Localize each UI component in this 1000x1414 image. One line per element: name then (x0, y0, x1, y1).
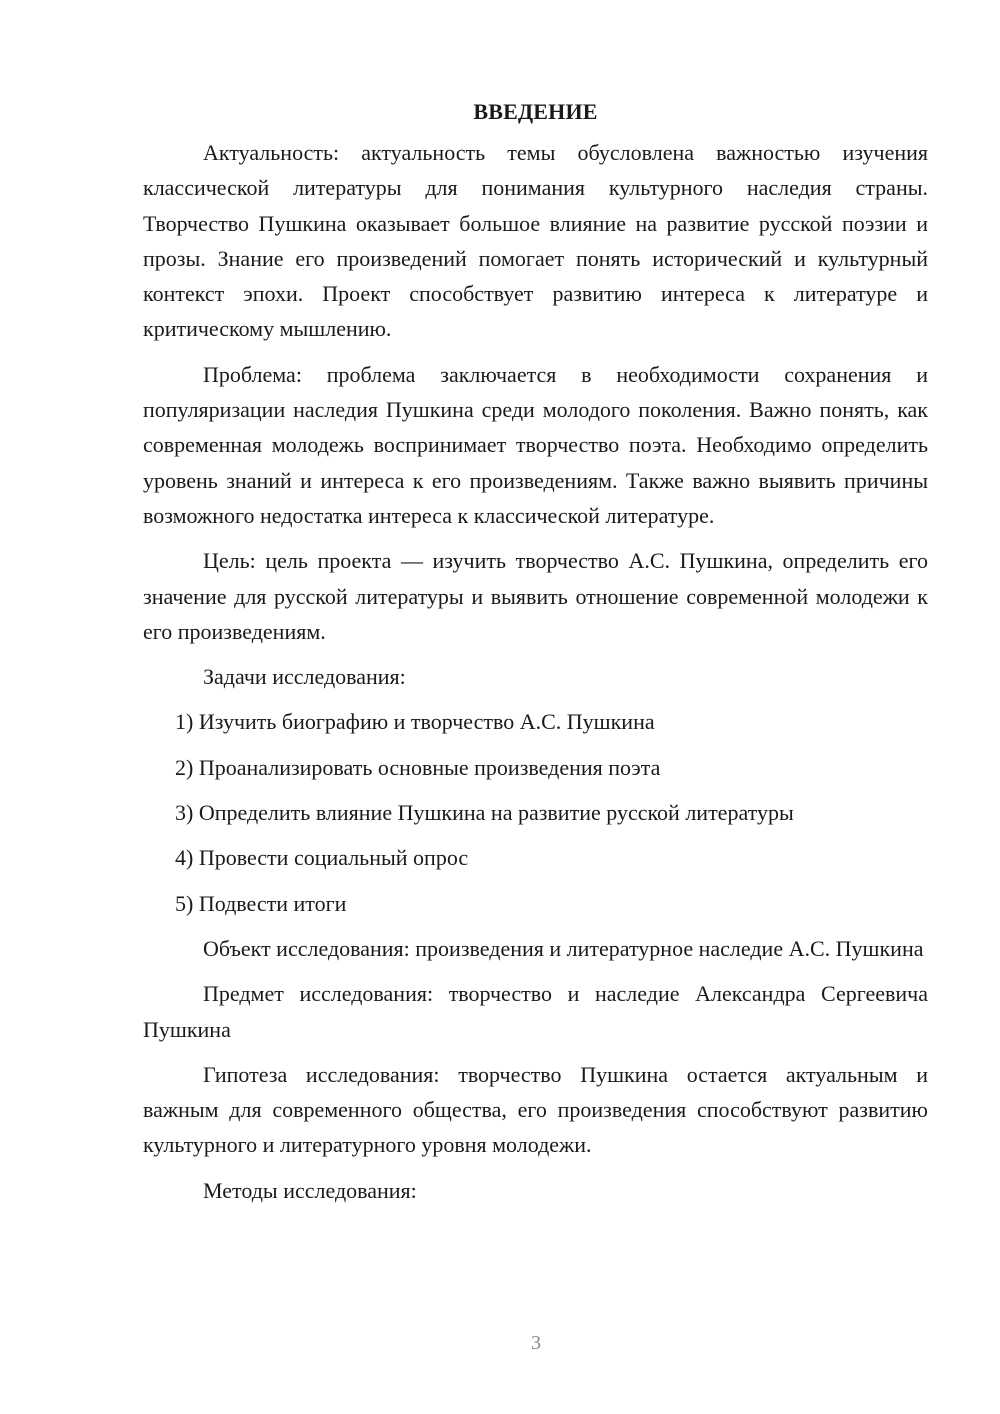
page-number: 3 (531, 1332, 541, 1354)
subject-paragraph: Предмет исследования: творчество и наследие Александра Сергеевича Пушкина (143, 981, 928, 1042)
list-item: 1) Изучить биографию и творчество А.С. Пушкина (175, 709, 655, 735)
hypothesis-paragraph: Гипотеза исследования: творчество Пушкина остается актуальным и важным для современного общества, его произведения способствуют развитию культурного и литературного уровня молодежи. (143, 1061, 928, 1158)
document-page (143, 94, 928, 1218)
tasks-label: Задачи исследования: (203, 664, 406, 690)
problem-paragraph: Проблема: проблема заключается в необходимости сохранения и популяризации наследия Пушкина среди молодого поколения. Важно понять, как современная молодежь воспринимает творчество поэта. Необходимо определить уровень знаний и интереса к его произведениям. Также важно выявить причины возможного недостатка интереса к классической литературе. (143, 361, 928, 528)
goal-paragraph: Цель: цель проекта — изучить творчество А.С. Пушкина, определить его значение для русской литературы и выявить отношение современной молодежи к его произведениям. (143, 548, 928, 644)
list-item: 4) Провести социальный опрос (175, 845, 469, 871)
methods-label: Методы исследования: (203, 1177, 417, 1203)
section-heading: ВВЕДЕНИЕ (473, 99, 598, 124)
list-item: 3) Определить влияние Пушкина на развитие русской литературы (175, 800, 794, 826)
list-item: 2) Проанализировать основные произведения поэта (175, 754, 661, 780)
list-item: 5) Подвести итоги (175, 890, 347, 916)
tasks-list (143, 704, 928, 920)
relevance-paragraph: Актуальность: актуальность темы обусловлена важностью изучения классической литературы для понимания культурного наследия страны. Творчество Пушкина оказывает большое влияние на развитие русской поэзии и прозы. Знание его произведений помогает понять исторический и культурный контекст эпохи. Проект способствует развитию интереса к литературе и критическому мышлению. (143, 140, 928, 342)
object-paragraph: Объект исследования: произведения и литературное наследие А.С. Пушкина (203, 935, 924, 961)
